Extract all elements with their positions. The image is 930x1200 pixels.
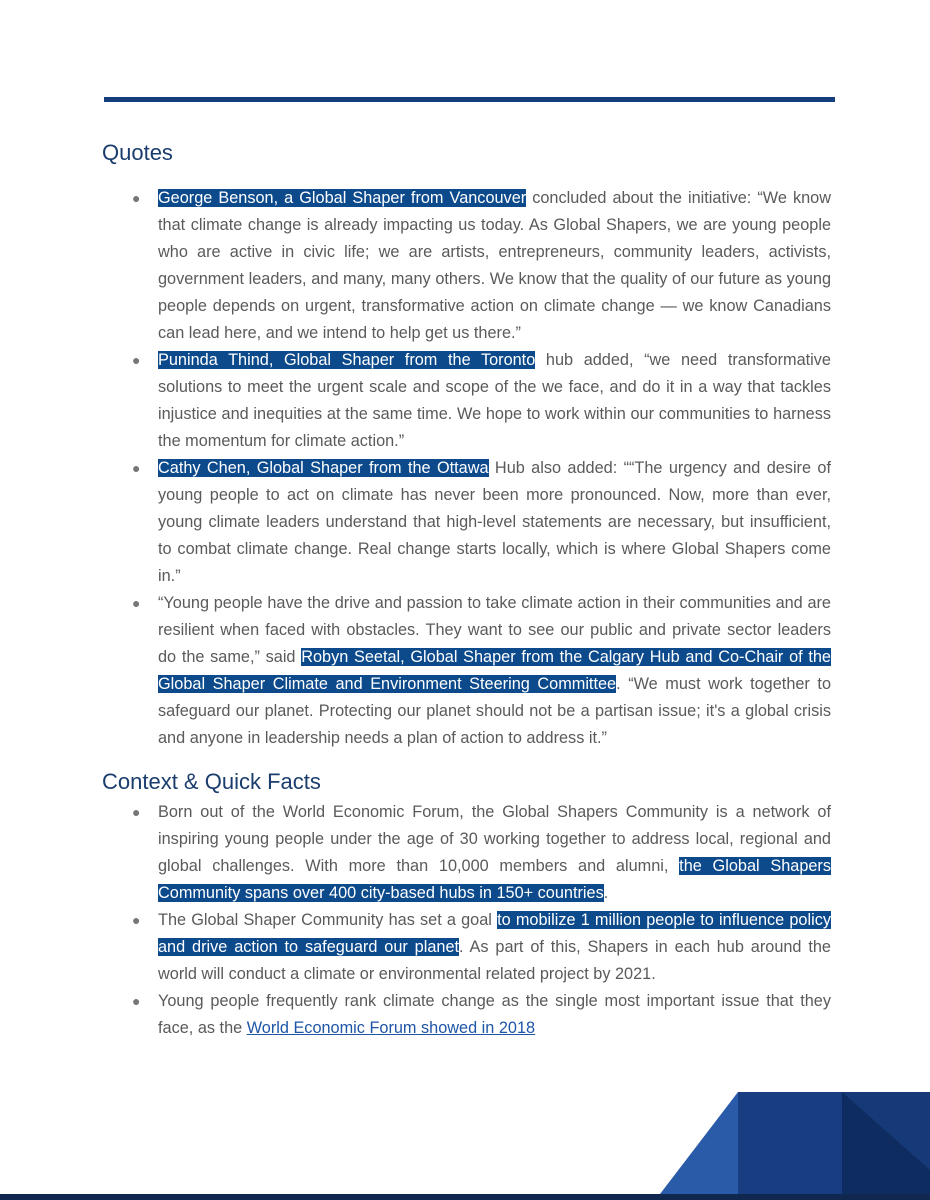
quote-text: Hub also added: ““The urgency and desire of young people to act on climate has never been more pronounced. Now, more than ever, young climate leaders understand that high-level statements are necessary, but insufficient, to combat climate change. Real change starts locally, which is where Global Shapers come in.” (158, 459, 831, 585)
quote-text: . “We must work together to safeguard our planet. Protecting our planet should not be a partisan issue; it's a global crisis and anyone in leadership needs a plan of action to address it.” (158, 675, 831, 747)
list-item (132, 185, 831, 347)
quote-text: “Young people have the drive and passion to take climate action in their communities and are resilient when faced with obstacles. They want to see our public and private sector leaders do the same,” said (158, 594, 831, 666)
quotes-list (132, 185, 831, 752)
bullet-icon: ● (132, 460, 141, 476)
bullet-icon: ● (132, 190, 141, 206)
fact-text: . As part of this, Shapers in each hub around the world will conduct a climate or environmental related project by 2021. (158, 938, 831, 983)
highlighted-speaker: Cathy Chen, Global Shaper from the Ottawa (158, 459, 489, 477)
fact-text: Born out of the World Economic Forum, the Global Shapers Community is a network of inspiring young people under the age of 30 working together to address local, regional and global challenges. With more than 10,000 members and alumni, (158, 803, 831, 875)
quote-text: hub added, “we need transformative solutions to meet the urgent scale and scope of the we face, and do it in a way that tackles injustice and inequities at the same time. We hope to work within our communities to harness the momentum for climate action.” (158, 351, 831, 450)
quote-text: concluded about the initiative: “We know that climate change is already impacting us today. As Global Shapers, we are young people who are active in civic life; we are artists, entrepreneurs, community leaders, activists, government leaders, and many, many others. We know that the quality of our future as young people depends on urgent, transformative action on climate change — we know Canadians can lead here, and we intend to help get us there.” (158, 189, 831, 342)
highlighted-speaker: Robyn Seetal, Global Shaper from the Calgary Hub and Co-Chair of the Global Shaper Climate and Environment Steering Committee (158, 648, 831, 693)
list-item (132, 455, 831, 590)
section-heading-context: Context & Quick Facts (102, 769, 321, 794)
bullet-icon: ● (132, 804, 141, 820)
fact-text: The Global Shaper Community has set a goal (158, 911, 498, 929)
top-divider-rule (104, 97, 835, 102)
highlighted-speaker: Puninda Thind, Global Shaper from the Toronto (158, 351, 536, 369)
list-item (132, 590, 831, 752)
section-heading-quotes: Quotes (102, 140, 173, 165)
fact-text: Young people frequently rank climate change as the single most important issue that they face, as the (158, 992, 831, 1037)
highlighted-speaker: George Benson, a Global Shaper from Vancouver (158, 189, 527, 207)
footer-bar (0, 1194, 930, 1200)
highlighted-fact: the Global Shapers Community spans over 400 city-based hubs in 150+ countries (158, 857, 831, 902)
bullet-icon: ● (132, 595, 141, 611)
list-item (132, 347, 831, 455)
wef-2018-link[interactable]: World Economic Forum showed in 2018 (246, 1019, 536, 1037)
list-item (132, 907, 831, 988)
bullet-icon: ● (132, 352, 141, 368)
bullet-icon: ● (132, 912, 141, 928)
corner-decoration (660, 1090, 930, 1194)
list-item (132, 988, 831, 1042)
bullet-icon: ● (132, 993, 141, 1009)
fact-text: . (603, 884, 609, 902)
highlighted-fact: to mobilize 1 million people to influence policy and drive action to safeguard our planet (158, 911, 831, 956)
context-list (132, 799, 831, 1042)
list-item (132, 799, 831, 907)
